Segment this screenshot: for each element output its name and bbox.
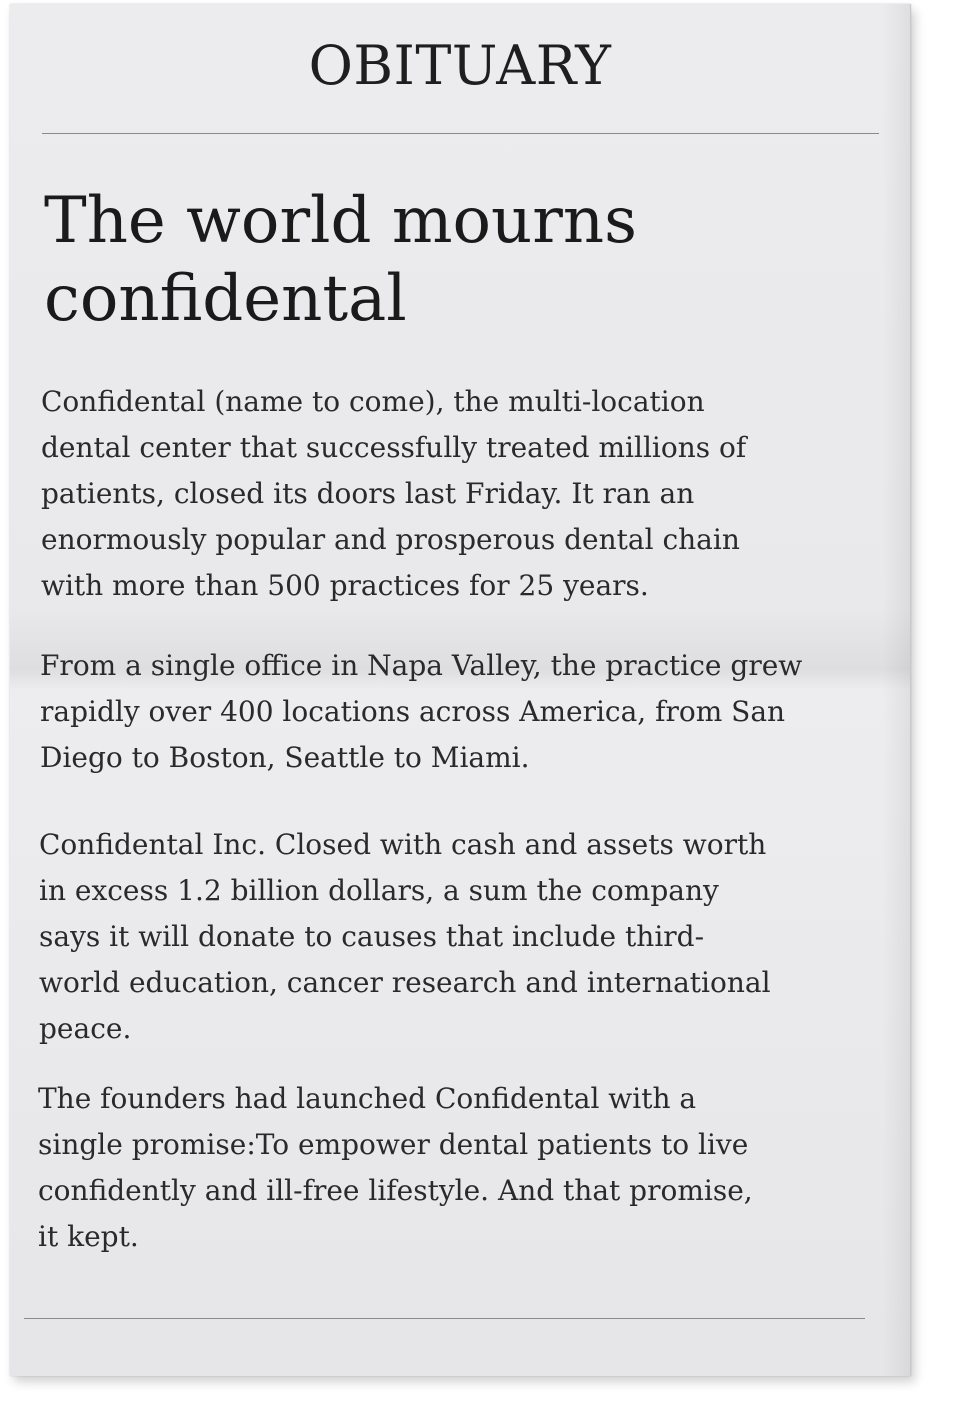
paragraph-line: Diego to Boston, Seattle to Miami. [40,741,530,774]
paragraph-line: dental center that successfully treated millions of [41,431,747,464]
headline-line-2: confidental [44,262,407,336]
paragraph-line: Confidental Inc. Closed with cash and assets worth [39,828,767,861]
paragraph-3 [39,822,771,1052]
paragraph-line: says it will donate to causes that include third- [39,920,705,953]
paragraph-line: confidently and ill-free lifestyle. And that promise, [38,1174,753,1207]
section-title: OBITUARY [308,34,612,97]
paragraph-line: rapidly over 400 locations across America, from San [40,695,786,728]
headline [44,182,884,338]
top-rule [42,133,879,134]
paragraph-line: enormously popular and prosperous dental chain [41,523,740,556]
bottom-rule [24,1318,865,1319]
paragraph-line: with more than 500 practices for 25 years. [41,569,649,602]
paragraph-line: it kept. [38,1220,139,1253]
paragraph-line: patients, closed its doors last Friday. It ran an [41,477,695,510]
paragraph-line: From a single office in Napa Valley, the practice grew [40,649,803,682]
paragraph-line: in excess 1.2 billion dollars, a sum the company [39,874,719,907]
paragraph-line: peace. [39,1012,132,1045]
paragraph-line: single promise:To empower dental patients to live [38,1128,749,1161]
paragraph-line: The founders had launched Confidental with a [38,1082,697,1115]
paragraph-2 [40,643,802,781]
paragraph-4 [38,1076,753,1260]
paragraph-1 [41,379,746,609]
paragraph-line: Confidental (name to come), the multi-location [41,385,705,418]
paragraph-line: world education, cancer research and international [39,966,771,999]
headline-line-1: The world mourns [44,184,637,258]
